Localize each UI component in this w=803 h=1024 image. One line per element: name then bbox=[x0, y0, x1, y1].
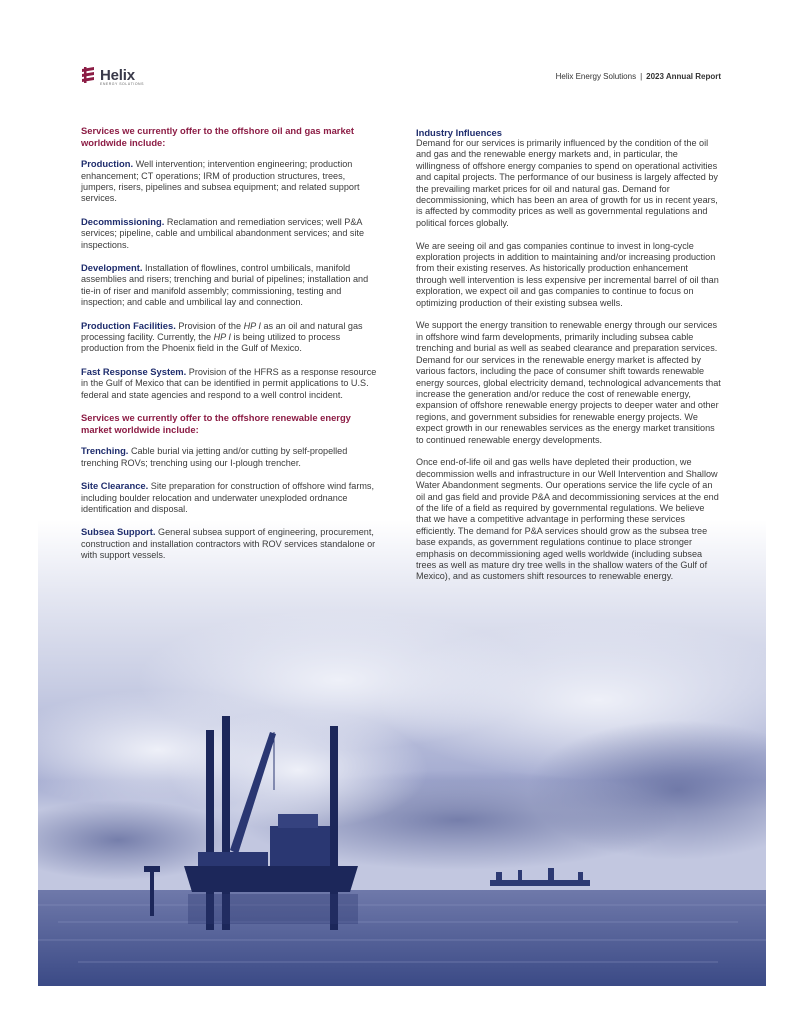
vessel-name: HP I bbox=[213, 332, 231, 343]
renewable-services-heading: Services we currently offer to the offshore renewable energy market worldwide include: bbox=[81, 412, 351, 435]
logo-wordmark: Helix bbox=[100, 66, 135, 84]
service-term: Subsea Support. bbox=[81, 526, 156, 538]
service-text: Provision of the bbox=[178, 320, 242, 331]
service-decommissioning bbox=[81, 216, 381, 251]
service-development bbox=[81, 262, 381, 309]
service-text: Provision of the HFRS as a response resource in the Gulf of Mexico that can be identified in permit applications to U.S. federal and state agencies and respond to a well control incident. bbox=[81, 366, 377, 400]
service-text: is being utilized to process production from the Phoenix field in the Gulf of Mexico. bbox=[81, 332, 341, 354]
industry-influences-title: Industry Influences bbox=[416, 127, 502, 138]
service-text: General subsea support of engineering, procurement, construction and installation contractors with ROV services standalone or with support vessels. bbox=[81, 527, 376, 561]
service-term: Production. bbox=[81, 158, 134, 170]
service-term: Fast Response System. bbox=[81, 365, 187, 377]
service-text: Site preparation for construction of offshore wind farms, including boulder relocation and underwater unexploded ordnance identification and disposal. bbox=[81, 481, 375, 514]
service-term: Decommissioning. bbox=[81, 215, 165, 227]
paragraph: Demand for our services is primarily influenced by the condition of the oil and gas and the renewable energy markets and, in particular, the willingness of offshore energy companies to spend on operational activities and capital projects. The performance of our business is largely affected by the prevailing market prices for oil and natural gas. Demand for decommissioning, which has been an area of growth for us in recent years, is affected by commodity prices as well as governmental regulations and political forces globally. bbox=[416, 138, 718, 228]
paragraph: Once end-of-life oil and gas wells have depleted their production, we decommission wells and infrastructure in our Well Intervention and Shallow Water Abandonment segments. Our operations service the life cycle of an oil and gas field and provide P&A and decommissioning services at the end of the life of a field as required by governmental regulations. We believe that we have a competitive advantage in performing these services efficiently. The demand for P&A services should grow as the subsea tree base expands, as government regulations continue to place stronger emphasis on decommissioning aged wells worldwide (including subsea trees as well as mature dry tree wells in the shallow waters of the Gulf of Mexico), and as customers shift resources to renewable energy. bbox=[416, 457, 719, 582]
industry-influences-column bbox=[416, 127, 721, 594]
service-text: Reclamation and remediation services; well P&A services; pipeline, cable and umbilical abandonment services; and site inspections. bbox=[81, 216, 365, 250]
service-term: Site Clearance. bbox=[81, 480, 149, 492]
service-production-facilities bbox=[81, 320, 381, 355]
helix-logo-icon bbox=[80, 66, 96, 84]
service-text: Well intervention; intervention engineering; production enhancement; CT operations; IRM of production structures, trees, jumpers, risers, pipelines and subsea equipment; and related support services. bbox=[81, 159, 360, 204]
service-term: Production Facilities. bbox=[81, 319, 176, 331]
logo-subtitle: ENERGY SOLUTIONS bbox=[100, 82, 144, 86]
report-title: 2023 Annual Report bbox=[646, 72, 721, 81]
service-term: Trenching. bbox=[81, 445, 129, 457]
service-term: Development. bbox=[81, 262, 143, 274]
paragraph: We support the energy transition to renewable energy through our services in offshore wind farm developments, primarily including subsea cable trenching and burial as well as seabed clearance and preparation services. Demand for our services in the renewable energy market is affected by various factors, including the pace of consumer shift towards renewable energy sources, global electricity demand, technological advancements that increase the generation and/or reduce the cost of renewable energy, expansion of offshore renewable energy projects to deeper water and other regions, and government subsidies for renewable energy projects. We expect growth in our renewables services as the energy market transitions to continued renewable energy developments. bbox=[416, 320, 721, 445]
service-text: Cable burial via jetting and/or cutting by self-propelled trenching ROVs; trenching using our I-plough trencher. bbox=[81, 446, 348, 468]
service-text: Installation of flowlines, control umbilicals, manifold assemblies and risers; trenching and burial of pipelines; installation and tie-in of riser and manifold assembly; commissioning, testing and inspection; and cable and umbilical lay and connection. bbox=[81, 263, 369, 308]
paragraph: We are seeing oil and gas companies continue to invest in long-cycle exploration projects in addition to maintaining and/or increasing production from their existing reserves. As historically production enhancement through well intervention is less expensive per incremental barrel of oil than exploration, we expect oil and gas companies to continue to focus on optimizing production of their existing subsea wells. bbox=[416, 240, 719, 308]
company-name: Helix Energy Solutions bbox=[555, 72, 637, 81]
header-separator: | bbox=[640, 72, 643, 81]
service-fast-response bbox=[81, 366, 381, 401]
service-text: as an oil and natural gas processing facility. Currently, the bbox=[81, 320, 363, 343]
helix-logo bbox=[80, 66, 144, 86]
service-production bbox=[81, 158, 381, 205]
service-trenching bbox=[81, 445, 381, 469]
services-column bbox=[81, 125, 381, 573]
report-header bbox=[556, 72, 721, 81]
oil-gas-services-heading: Services we currently offer to the offshore oil and gas market worldwide include: bbox=[81, 125, 354, 148]
vessel-name: HP I bbox=[243, 320, 261, 331]
service-subsea-support bbox=[81, 526, 381, 561]
service-site-clearance bbox=[81, 480, 381, 515]
